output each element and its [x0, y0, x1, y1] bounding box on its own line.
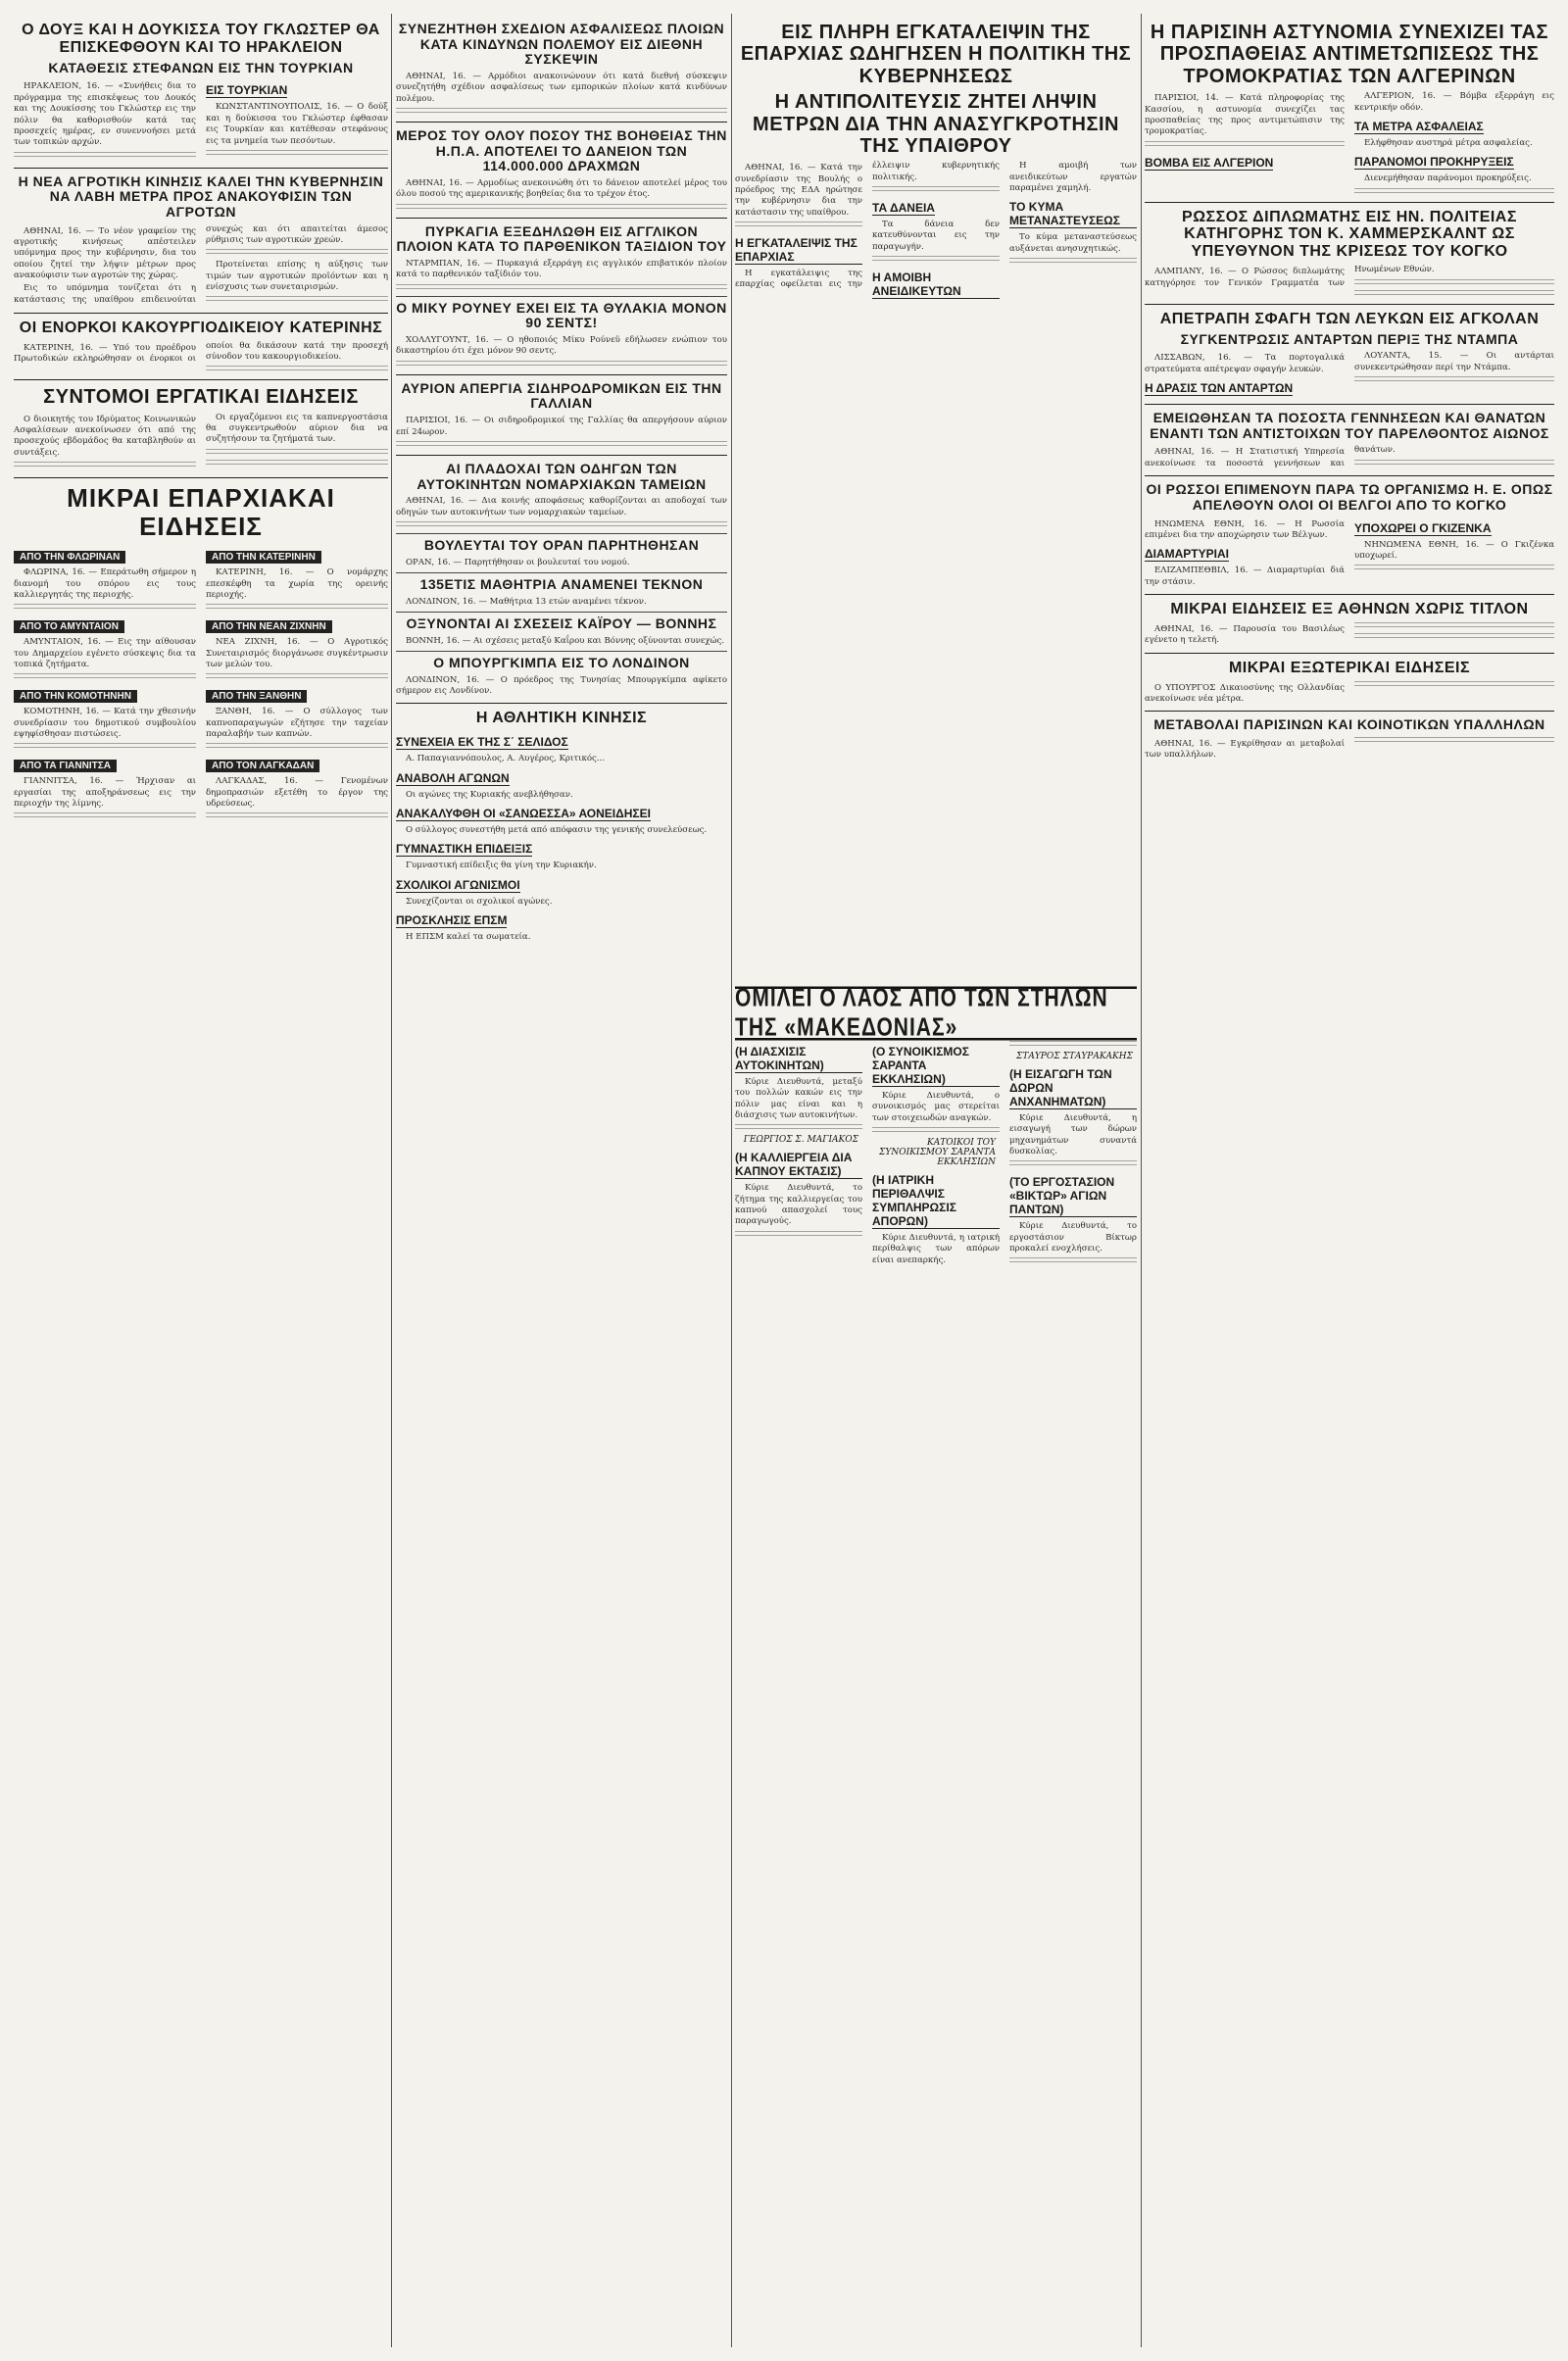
section-komotini: ΑΠΟ ΤΗΝ ΚΟΜΟΤΗΝΗΝ [14, 690, 137, 703]
headline-us-aid: ΜΕΡΟΣ ΤΟΥ ΟΛΟΥ ΠΟΣΟΥ ΤΗΣ ΒΟΗΘΕΙΑΣ ΤΗΝ Η.Π.Α. ΑΠΟΤΕΛΕΙ ΤΟ ΔΑΝΕΙΟΝ ΤΩΝ 114.000.000 ΔΡΑΧΜΩΝ [396, 127, 727, 174]
headline-gloucester: Ο ΔΟΥΞ ΚΑΙ Η ΔΟΥΚΙΣΣΑ ΤΟΥ ΓΚΛΩΣΤΕΡ ΘΑ ΕΠΙΣΚΕΦΘΟΥΝ ΚΑΙ ΤΟ ΗΡΑΚΛΕΙΟΝ [22, 22, 380, 56]
column-1 [14, 18, 388, 823]
article-un-belgians: ΗΝΩΜΕΝΑ ΕΘΝΗ, 16. — Η Ρωσσία επιμένει δια την αποχώρησιν των Βέλγων. ΔΙΑΜΑΡΤΥΡΙΑΙ ΕΛΙΖΑΜΠΕΘΒΙΛ, 16. — Διαμαρτυρίαι διά την στάσιν. ΥΠΟΧΩΡΕΙ Ο ΓΚΙΖΕΝΚΑ ΝΗΝΩΜΕΝΑ ΕΘΝΗ, 16. — Ο Γκιζένκα υποχωρεί. [1145, 518, 1554, 587]
headline-birth-rates: ΕΜΕΙΩΘΗΣΑΝ ΤΑ ΠΟΣΟΣΤΑ ΓΕΝΝΗΣΕΩΝ ΚΑΙ ΘΑΝΑΤΩΝ ΕΝΑΝΤΙ ΤΩΝ ΑΝΤΙΣΤΟΙΧΩΝ ΤΟΥ ΠΑΡΕΛΘΟΝΤΟΣ ΑΙΩΝΟΣ [1150, 409, 1549, 441]
letter-title-medical: (Η ΙΑΤΡΙΚΗ ΠΕΡΙΘΑΛΨΙΣ ΣΥΜΠΛΗΡΩΣΙΣ ΑΠΟΡΩΝ) [872, 1173, 1000, 1229]
article-birth-rates: ΑΘΗΝΑΙ, 16. — Η Στατιστική Υπηρεσία ανεκοίνωσε τα ποσοστά γεννήσεων και θανάτων. [1145, 445, 1554, 469]
headline-ship-insurance: ΣΥΝΕΖΗΤΗΘΗ ΣΧΕΔΙΟΝ ΑΣΦΑΛΙΣΕΩΣ ΠΛΟΙΩΝ ΚΑΤΑ ΚΙΝΔΥΝΩΝ ΠΟΛΕΜΟΥ ΕΙΣ ΔΙΕΘΝΗ ΣΥΣΚΕΨΙΝ [398, 21, 725, 68]
article-civil-servants: ΑΘΗΝΑΙ, 16. — Εγκρίθησαν αι μεταβολαί των υπαλλήλων. [1145, 737, 1554, 762]
subheadline-wreaths: ΚΑΤΑΘΕΣΙΣ ΣΤΕΦΑΝΩΝ ΕΙΣ ΤΗΝ ΤΟΥΡΚΙΑΝ [48, 59, 354, 75]
section-katerini: ΑΠΟ ΤΗΝ ΚΑΤΕΡΙΝΗΝ [206, 551, 321, 564]
letter-title-tobacco: (Η ΚΑΛΛΙΕΡΓΕΙΑ ΔΙΑ ΚΑΠΝΟΥ ΕΚΤΑΣΙΣ) [735, 1151, 862, 1179]
column-2: ΣΥΝΕΖΗΤΗΘΗ ΣΧΕΔΙΟΝ ΑΣΦΑΛΙΣΕΩΣ ΠΛΟΙΩΝ ΚΑΤΑ ΚΙΝΔΥΝΩΝ ΠΟΛΕΜΟΥ ΕΙΣ ΔΙΕΘΝΗ ΣΥΣΚΕΨΙΝ ΑΘΗΝΑΙ, 16. — Αρμόδιοι ανακοινώνουν ότι κατά διεθνή σύσκεψιν συνεζητήθη σχέδιον ασφαλίσεως των εμπορικών πλοίων κατά κινδύνων πολέμου. ΜΕΡΟΣ ΤΟΥ ΟΛΟΥ ΠΟΣΟΥ ΤΗΣ ΒΟΗΘΕΙΑΣ ΤΗΝ Η.Π.Α. ΑΠΟΤΕΛΕΙ ΤΟ ΔΑΝΕΙΟΝ ΤΩΝ 114.000.000 ΔΡΑΧΜΩΝ ΑΘΗΝΑΙ, 16. — Αρμοδίως ανεκοινώθη ότι το δάνειον αποτελεί μέρος του όλου ποσού της αμερικανικής βοηθείας δια το τρέχον έτος. ΠΥΡΚΑΓΙΑ ΕΞΕΔΗΛΩΘΗ ΕΙΣ ΑΓΓΛΙΚΟΝ ΠΛΟΙΟΝ ΚΑΤΑ ΤΟ ΠΑΡΘΕΝΙΚΟΝ ΤΑΞΙΔΙΟΝ ΤΟΥ ΝΤΑΡΜΠΑΝ, 16. — Πυρκαγιά εξερράγη εις αγγλικόν επιβατικόν πλοίον κατά το παρθενικόν ταξίδιόν του. Ο ΜΙΚΥ ΡΟΥΝΕΥ ΕΧΕΙ ΕΙΣ ΤΑ ΘΥΛΑΚΙΑ ΜΟΝΟΝ 90 ΣΕΝΤΣ! ΧΟΛΛΥΓΟΥΝΤ, 16. — Ο ηθοποιός Μίκυ Ρούνεϋ εδήλωσεν ενώπιον του δικαστηρίου ότι έχει μόνον 90 σεντς. ΑΥΡΙΟΝ ΑΠΕΡΓΙΑ ΣΙΔΗΡΟΔΡΟΜΙΚΩΝ ΕΙΣ ΤΗΝ ΓΑΛΛΙΑΝ ΠΑΡΙΣΙΟΙ, 16. — Οι σιδηροδρομικοί της Γαλλίας θα απεργήσουν αύριον επί 24ωρον. ΑΙ ΠΛΑΔΟΧΑΙ ΤΩΝ ΟΔΗΓΩΝ ΤΩΝ ΑΥΤΟΚΙΝΗΤΩΝ ΝΟΜΑΡΧΙΑΚΩΝ ΤΑΜΕΙΩΝ ΑΘΗΝΑΙ, 16. — Δια κοινής αποφάσεως καθορίζονται αι αποδοχαί των οδηγών των αυτοκινήτων των νομαρχιακών ταμείων. ΒΟΥΛΕΥΤΑΙ ΤΟΥ ΟΡΑΝ ΠΑΡΗΤΗΘΗΣΑΝ ΟΡΑΝ, 16. — Παρητήθησαν οι βουλευταί του νομού. 135ΕΤΙΣ ΜΑΘΗΤΡΙΑ ΑΝΑΜΕΝΕΙ ΤΕΚΝΟΝ ΛΟΝΔΙΝΟΝ, 16. — Μαθήτρια 13 ετών αναμένει τέκνον. ΟΞΥΝΟΝΤΑΙ ΑΙ ΣΧΕΣΕΙΣ ΚΑΪΡΟΥ — ΒΟΝΝΗΣ ΒΟΝΝΗ, 16. — Αι σχέσεις μεταξύ Καΐρου και Βόννης οξύνονται συνεχώς. Ο ΜΠΟΥΡΓΚΙΜΠΑ ΕΙΣ ΤΟ ΛΟΝΔΙΝΟΝ ΛΟΝΔΙΝΟΝ, 16. — Ο πρόεδρος της Τυνησίας Μπουργκίμπα αφίκετο σήμερον εις Λονδίνον. Η ΑΘΛΗΤΙΚΗ ΚΙΝΗΣΙΣ ΣΥΝΕΧΕΙΑ ΕΚ ΤΗΣ Σ΄ ΣΕΛΙΔΟΣ Α. Παπαγιαννόπουλος, Α. Αυγέρος, Κριτικός... ΑΝΑΒΟΛΗ ΑΓΩΝΩΝ Οι αγώνες της Κυριακής ανεβλήθησαν. ΑΝΑΚΑΛΥΦΘΗ ΟΙ «ΣΑΝΩΕΣΣΑ» ΑΟΝΕΙΔΗΣΕΙ Ο σύλλογος συνεστήθη μετά από απόφασιν της γενικής συνελεύσεως. ΓΥΜΝΑΣΤΙΚΗ ΕΠΙΔΕΙΞΙΣ Γυμναστική επίδειξις θα γίνη την Κυριακήν. ΣΧΟΛΙΚΟΙ ΑΓΩΝΙΣΜΟΙ Συνεχίζονται οι σχολικοί αγώνες. ΠΡΟΣΚΛΗΣΙΣ ΕΠΣΜ Η ΕΠΣΜ καλεί τα σωματεία. [396, 21, 727, 942]
sports-postponement: ΑΝΑΒΟΛΗ ΑΓΩΝΩΝ [396, 770, 510, 785]
article-soviet: ΑΛΜΠΑΝΥ, 16. — Ο Ρώσσος διπλωμάτης κατηγόρησε τον Γενικόν Γραμματέα των Ηνωμένων Εθνών. [1145, 265, 1554, 297]
sports-sanoessa: ΑΝΑΚΑΛΥΦΘΗ ΟΙ «ΣΑΝΩΕΣΣΑ» ΑΟΝΕΙΔΗΣΕΙ [396, 806, 651, 820]
section-amyntaio: ΑΠΟ ΤΟ ΑΜΥΝΤΑΙΟΝ [14, 620, 124, 633]
article-athens-briefs: ΑΘΗΝΑΙ, 16. — Παρουσία του Βασιλέως εγένετο η τελετή. [1145, 622, 1554, 647]
article-labor-news: Ο διοικητής του Ιδρύματος Κοινωνικών Ασφαλίσεων ανεκοίνωσεν ότι από της προσεχούς εβδομάδος θα καταβληθούν αι συντάξεις. Οι εργαζόμενοι εις τα καπνεργοστάσια θα συγκεντρωθούν αύριον δια να συζητήσουν τα ζητήματά των. [14, 413, 388, 471]
sub-province: Η ΕΓΚΑΤΑΛΕΙΨΙΣ ΤΗΣ ΕΠΑΡΧΙΑΣ [735, 236, 862, 265]
headline-jurors: ΟΙ ΕΝΟΡΚΟΙ ΚΑΚΟΥΡΓΙΟΔΙΚΕΙΟΥ ΚΑΤΕΡΙΝΗΣ [19, 319, 383, 336]
letter-signature: ΣΤΑΥΡΟΣ ΣΤΑΥΡΑΚΑΚΗΣ [1016, 1052, 1133, 1061]
sub-algiers-bomb: ΒΟΜΒΑ ΕΙΣ ΑΛΓΕΡΙΟΝ [1145, 155, 1274, 170]
section-nea-zichni: ΑΠΟ ΤΗΝ ΝΕΑΝ ΖΙΧΝΗΝ [206, 620, 332, 633]
section-florina: ΑΠΟ ΤΗΝ ΦΛΩΡΙΝΑΝ [14, 551, 125, 564]
headline-angola: ΑΠΕΤΡΑΠΗ ΣΦΑΓΗ ΤΩΝ ΛΕΥΚΩΝ ΕΙΣ ΑΓΚΟΛΑΝ [1159, 310, 1540, 327]
sub-protests: ΔΙΑΜΑΡΤΥΡΙΑΙ [1145, 547, 1229, 562]
sports-school: ΣΧΟΛΙΚΟΙ ΑΓΩΝΙΣΜΟΙ [396, 877, 520, 892]
article-foreign-briefs: Ο ΥΠΟΥΡΓΟΣ Δικαιοσύνης της Ολλανδίας ανεκοίνωσε νέα μέτρα. [1145, 681, 1554, 706]
headline-mickey-rooney: Ο ΜΙΚΥ ΡΟΥΝΕΥ ΕΧΕΙ ΕΙΣ ΤΑ ΘΥΛΑΚΙΑ ΜΟΝΟΝ 90 ΣΕΝΤΣ! [396, 299, 727, 331]
sub-emigration: ΤΟ ΚΥΜΑ ΜΕΤΑΝΑΣΤΕΥΣΕΩΣ [1009, 200, 1137, 228]
headline-paris-police: Η ΠΑΡΙΣΙΝΗ ΑΣΤΥΝΟΜΙΑ ΣΥΝΕΧΙΖΕΙ ΤΑΣ ΠΡΟΣΠΑΘΕΙΑΣ ΑΝΤΙΜΕΤΩΠΙΣΕΩΣ ΤΗΣ ΤΡΟΜΟΚΡΑΤΙΑΣ ΤΩΝ ΑΛΓΕΡΙΝΩΝ [1150, 22, 1549, 87]
sub-rebels: Η ΔΡΑΣΙΣ ΤΩΝ ΑΝΤΑΡΤΩΝ [1145, 380, 1294, 395]
headline-oran-deputies: ΒΟΥΛΕΥΤΑΙ ΤΟΥ ΟΡΑΝ ΠΑΡΗΤΗΘΗΣΑΝ [423, 536, 700, 553]
letter-title-settlement: (Ο ΣΥΝΟΙΚΙΣΜΟΣ ΣΑΡΑΝΤΑ ΕΚΚΛΗΣΙΩΝ) [872, 1045, 1000, 1087]
headline-damba: ΣΥΓΚΕΝΤΡΩΣΙΣ ΑΝΤΑΡΤΩΝ ΠΕΡΙΞ ΤΗΣ ΝΤΑΜΠΑ [1180, 330, 1519, 347]
provincial-news: ΑΠΟ ΤΗΝ ΦΛΩΡΙΝΑΝ ΦΛΩΡΙΝΑ, 16. — Επεράτωθη σήμερον η διανομή του σπόρου εις τους καλλιεργητάς της περιοχής. ΑΠΟ ΤΟ ΑΜΥΝΤΑΙΟΝ ΑΜΥΝΤΑΙΟΝ, 16. — Εις την αίθουσαν του Δημαρχείου εγένετο σύσκεψις δια τα τοπικά ζητήματα. ΑΠΟ ΤΗΝ ΚΟΜΟΤΗΝΗΝ ΚΟΜΟΤΗΝΗ, 16. — Κατά την χθεσινήν συνεδρίασιν του δημοτικού συμβουλίου εψηφίσθησαν πιστώσεις. ΑΠΟ ΤΑ ΓΙΑΝΝΙΤΣΑ ΓΙΑΝΝΙΤΣΑ, 16. — Ήρχισαν αι εργασίαι της αποξηράνσεως εις την περιοχήν της λίμνης. ΑΠΟ ΤΗΝ ΚΑΤΕΡΙΝΗΝ ΚΑΤΕΡΙΝΗ, 16. — Ο νομάρχης επεσκέφθη τα χωρία της ορεινής περιοχής. ΑΠΟ ΤΗΝ ΝΕΑΝ ΖΙΧΝΗΝ ΝΕΑ ΖΙΧΝΗ, 16. — Ο Αγροτικός Συνεταιρισμός διοργάνωσε συγκέντρωσιν των μελών του. ΑΠΟ ΤΗΝ ΞΑΝΘΗΝ ΞΑΝΘΗ, 16. — Ο σύλλογος των καπνοπαραγωγών εζήτησε την ταχείαν παραλαβήν των καπνών. ΑΠΟ ΤΟΝ ΛΑΓΚΑΔΑΝ ΛΑΓΚΑΔΑΣ, 16. — Γενομένων δημοπρασιών εξετέθη το έργον της υδρεύσεως. [14, 545, 388, 823]
headline-ship-fire: ΠΥΡΚΑΓΙΑ ΕΞΕΔΗΛΩΘΗ ΕΙΣ ΑΓΓΛΙΚΟΝ ΠΛΟΙΟΝ ΚΑΤΑ ΤΟ ΠΑΡΘΕΝΙΚΟΝ ΤΑΞΙΔΙΟΝ ΤΟΥ [396, 222, 727, 255]
article-paris: ΠΑΡΙΣΙΟΙ, 14. — Κατά πληροφορίας της Κασσίου, η αστυνομία συνεχίζει τας προσπαθείας της προς αντιμετώπισιν της τρομοκρατίας. ΒΟΜΒΑ ΕΙΣ ΑΛΓΕΡΙΟΝ ΑΛΓΕΡΙΟΝ, 16. — Βόμβα εξερράγη εις κεντρικήν οδόν. ΤΑ ΜΕΤΡΑ ΑΣΦΑΛΕΙΑΣ Ελήφθησαν αυστηρά μέτρα ασφαλείας. ΠΑΡΑΝΟΜΟΙ ΠΡΟΚΗΡΥΞΕΙΣ Διενεμήθησαν παράνομοι προκηρύξεις. [1145, 91, 1554, 195]
column-divider [391, 14, 392, 2347]
column-divider [731, 14, 732, 2347]
column-divider [1141, 14, 1142, 2347]
article-gloucester: ΗΡΑΚΛΕΙΟΝ, 16. — «Συνήθεις δια το πρόγραμμα της επισκέψεως του Δουκός και της Δουκίσσης του Γκλώστερ εις την πόλιν θα καθορισθούν κατά τας προσεχείς ημέρας, εν συνεννοήσει μετά των τοπικών αρχών. ΕΙΣ ΤΟΥΡΚΙΑΝ ΚΩΝΣΤΑΝΤΙΝΟΥΠΟΛΙΣ, 16. — Ο δούξ και η δούκισσα του Γκλώστερ έφθασαν εις Τουρκίαν και κατέθεσαν στεφάνους εις τα μνημεία των πεσόντων. [14, 79, 388, 161]
letter-title-cars: (Η ΔΙΑΣΧΙΣΙΣ ΑΥΤΟΚΙΝΗΤΩΝ) [735, 1045, 862, 1073]
headline-student: 135ΕΤΙΣ ΜΑΘΗΤΡΙΑ ΑΝΑΜΕΝΕΙ ΤΕΚΝΟΝ [419, 575, 704, 592]
makedonia-banner: ΟΜΙΛΕΙ Ο ΛΑΟΣ ΑΠΟ ΤΩΝ ΣΤΗΛΩΝ ΤΗΣ «ΜΑΚΕΔΟΝΙΑΣ» [735, 987, 1137, 1041]
headline-sports: Η ΑΘΛΗΤΙΚΗ ΚΙΝΗΣΙΣ [475, 710, 648, 727]
letter-title-factory: (ΤΟ ΕΡΓΟΣΤΑΣΙΟΝ «ΒΙΚΤΩΡ» ΑΓΙΩΝ ΠΑΝΤΩΝ) [1009, 1175, 1137, 1217]
section-lagkadas: ΑΠΟ ΤΟΝ ΛΑΓΚΑΔΑΝ [206, 760, 319, 772]
sub-loans: ΤΑ ΔΑΝΕΙΑ [872, 201, 935, 216]
column-3 [735, 18, 1137, 301]
article-jurors: ΚΑΤΕΡΙΝΗ, 16. — Υπό του προέδρου Πρωτοδικών εκληρώθησαν οι ένορκοι οι οποίοι θα δικάσουν κατά την προσεχή σύνοδον του κακουργιοδικείου. [14, 341, 388, 374]
section-giannitsa: ΑΠΟ ΤΑ ΓΙΑΝΝΙΤΣΑ [14, 760, 117, 772]
headline-rail-strike: ΑΥΡΙΟΝ ΑΠΕΡΓΙΑ ΣΙΔΗΡΟΔΡΟΜΙΚΩΝ ΕΙΣ ΤΗΝ ΓΑΛΛΙΑΝ [401, 379, 722, 412]
headline-agrarian: Η ΝΕΑ ΑΓΡΟΤΙΚΗ ΚΙΝΗΣΙΣ ΚΑΛΕΙ ΤΗΝ ΚΥΒΕΡΝΗΣΙΝ ΝΑ ΛΑΒΗ ΜΕΤΡΑ ΠΡΟΣ ΑΝΑΚΟΥΦΙΣΙΝ ΤΩΝ ΑΓΡΟΤΩΝ [18, 172, 384, 221]
article-agrarian: ΑΘΗΝΑΙ, 16. — Το νέον γραφείον της αγροτικής κινήσεως απέστειλεν υπόμνημα προς την κυβέρνησιν, δια του οποίου ζητεί την λήψιν μέτρων προς ανακούφισιν των αγροτών της χώρας. Εις το υπόμνημα τονίζεται ότι η κατάστασις της υπαίθρου επιδεινούται συνεχώς και ότι απαιτείται άμεσος ρύθμισις των αγροτικών χρεών. Προτείνεται επίσης η αύξησις των τιμών των αγροτικών προϊόντων και η ενίσχυσις των συνεταιρισμών. [14, 223, 388, 305]
sports-sections: ΣΥΝΕΧΕΙΑ ΕΚ ΤΗΣ Σ΄ ΣΕΛΙΔΟΣ Α. Παπαγιαννόπουλος, Α. Αυγέρος, Κριτικός... ΑΝΑΒΟΛΗ ΑΓΩΝΩΝ Οι αγώνες της Κυριακής ανεβλήθησαν. ΑΝΑΚΑΛΥΦΘΗ ΟΙ «ΣΑΝΩΕΣΣΑ» ΑΟΝΕΙΔΗΣΕΙ Ο σύλλογος συνεστήθη μετά από απόφασιν της γενικής συνελεύσεως. ΓΥΜΝΑΣΤΙΚΗ ΕΠΙΔΕΙΞΙΣ Γυμναστική επίδειξις θα γίνη την Κυριακήν. ΣΧΟΛΙΚΟΙ ΑΓΩΝΙΣΜΟΙ Συνεχίζονται οι σχολικοί αγώνες. ΠΡΟΣΚΛΗΣΙΣ ΕΠΣΜ Η ΕΠΣΜ καλεί τα σωματεία. [396, 735, 708, 942]
letter-signature: ΓΕΩΡΓΙΟΣ Σ. ΜΑΓΙΑΚΟΣ [743, 1135, 858, 1146]
headline-opposition-measures: Η ΑΝΤΙΠΟΛΙΤΕΥΣΙΣ ΖΗΤΕΙ ΛΗΨΙΝ ΜΕΤΡΩΝ ΔΙΑ ΤΗΝ ΑΝΑΣΥΓΚΡΟΤΗΣΙΝ ΤΗΣ ΥΠΑΙΘΡΟΥ [753, 91, 1119, 157]
headline-cairo-bonn: ΟΞΥΝΟΝΤΑΙ ΑΙ ΣΧΕΣΕΙΣ ΚΑΪΡΟΥ — ΒΟΝΝΗΣ [406, 615, 717, 631]
sub-gizenga: ΥΠΟΧΩΡΕΙ Ο ΓΚΙΖΕΝΚΑ [1354, 520, 1492, 535]
sub-leaflets: ΠΑΡΑΝΟΜΟΙ ΠΡΟΚΗΡΥΞΕΙΣ [1354, 155, 1514, 170]
headline-drivers-claims: ΑΙ ΠΛΑΔΟΧΑΙ ΤΩΝ ΟΔΗΓΩΝ ΤΩΝ ΑΥΤΟΚΙΝΗΤΩΝ ΝΟΜΑΡΧΙΑΚΩΝ ΤΑΜΕΙΩΝ [416, 460, 707, 492]
headline-province-abandoned: ΕΙΣ ΠΛΗΡΗ ΕΓΚΑΤΑΛΕΙΨΙΝ ΤΗΣ ΕΠΑΡΧΙΑΣ ΩΔΗΓΗΣΕΝ Η ΠΟΛΙΤΙΚΗ ΤΗΣ ΚΥΒΕΡΝΗΣΕΩΣ [740, 22, 1132, 87]
headline-bourguiba: Ο ΜΠΟΥΡΓΚΙΜΠΑ ΕΙΣ ΤΟ ΛΟΝΔΙΝΟΝ [433, 654, 690, 670]
letter-signature: ΚΑΤΟΙΚΟΙ ΤΟΥ ΣΥΝΟΙΚΙΣΜΟΥ ΣΑΡΑΝΤΑ ΕΚΚΛΗΣΙΩΝ [879, 1138, 996, 1168]
sub-security: ΤΑ ΜΕΤΡΑ ΑΣΦΑΛΕΙΑΣ [1354, 119, 1484, 133]
letters-section: (Η ΔΙΑΣΧΙΣΙΣ ΑΥΤΟΚΙΝΗΤΩΝ) Κύριε Διευθυντά, μεταξύ του πολλών κακών εις την πόλιν μας είναι και η διάσχισις των αυτοκινήτων. ΓΕΩΡΓΙΟΣ Σ. ΜΑΓΙΑΚΟΣ (Η ΚΑΛΛΙΕΡΓΕΙΑ ΔΙΑ ΚΑΠΝΟΥ ΕΚΤΑΣΙΣ) Κύριε Διευθυντά, το ζήτημα της καλλιεργείας του καπνού απασχολεί τους παραγωγούς. (Ο ΣΥΝΟΙΚΙΣΜΟΣ ΣΑΡΑΝΤΑ ΕΚΚΛΗΣΙΩΝ) Κύριε Διευθυντά, ο συνοικισμός μας στερείται των στοιχειωδών αναγκών. ΚΑΤΟΙΚΟΙ ΤΟΥ ΣΥΝΟΙΚΙΣΜΟΥ ΣΑΡΑΝΤΑ ΕΚΚΛΗΣΙΩΝ (Η ΙΑΤΡΙΚΗ ΠΕΡΙΘΑΛΨΙΣ ΣΥΜΠΛΗΡΩΣΙΣ ΑΠΟΡΩΝ) Κύριε Διευθυντά, η ιατρική περίθαλψις των απόρων είναι ανεπαρκής. ΣΤΑΥΡΟΣ ΣΤΑΥΡΑΚΑΚΗΣ (Η ΕΙΣΑΓΩΓΗ ΤΩΝ ΔΩΡΩΝ ΑΝΧΑΝΗΜΑΤΩΝ) Κύριε Διευθυντά, η εισαγωγή των δώρων μηχανημάτων συναντά δυσκολίας. (ΤΟ ΕΡΓΟΣΤΑΣΙΟΝ «ΒΙΚΤΩΡ» ΑΓΙΩΝ ΠΑΝΤΩΝ) Κύριε Διευθυντά, το εργοστάσιον Βίκτωρ προκαλεί ενοχλήσεις. [735, 1041, 1137, 1266]
column-4 [1145, 18, 1554, 762]
headline-provincial-news: ΜΙΚΡΑΙ ΕΠΑΡΧΙΑΚΑΙ ΕΙΔΗΣΕΙΣ [67, 482, 335, 542]
article-province: ΑΘΗΝΑΙ, 16. — Κατά την συνεδρίασιν της Βουλής ο πρόεδρος της ΕΔΑ ηρώτησε την κυβέρνησιν δια την κατάστασιν της υπαίθρου. Η ΕΓΚΑΤΑΛΕΙΨΙΣ ΤΗΣ ΕΠΑΡΧΙΑΣ Η εγκατάλειψις της επαρχίας οφείλεται εις την έλλειψιν κυβερνητικής πολιτικής. ΤΑ ΔΑΝΕΙΑ Τα δάνεια δεν κατευθύνονται εις την παραγωγήν. Η ΑΜΟΙΒΗ ΑΝΕΙΔΙΚΕΥΤΩΝ Η αμοιβή των ανειδικεύτων εργατών παραμένει χαμηλή. ΤΟ ΚΥΜΑ ΜΕΤΑΝΑΣΤΕΥΣΕΩΣ Το κύμα μεταναστεύσεως αυξάνεται ανησυχητικώς. [735, 161, 1137, 299]
section-xanthi: ΑΠΟ ΤΗΝ ΞΑΝΘΗΝ [206, 690, 307, 703]
headline-soviet-diplomat: ΡΩΣΣΟΣ ΔΙΠΛΩΜΑΤΗΣ ΕΙΣ ΗΝ. ΠΟΛΙΤΕΙΑΣ ΚΑΤΗΓΟΡΗΣ ΤΟΝ Κ. ΧΑΜΜΕΡΣΚΑΛΝΤ ΩΣ ΥΠΕΥΘΥΝΟΝ ΤΗΣ ΚΡΙΣΕΩΣ ΤΟΥ ΚΟΓΚΟ [1182, 208, 1517, 261]
letter-title-gifts: (Η ΕΙΣΑΓΩΓΗ ΤΩΝ ΔΩΡΩΝ ΑΝΧΑΝΗΜΑΤΩΝ) [1009, 1067, 1137, 1109]
article-angola: ΛΙΣΣΑΒΩΝ, 16. — Τα πορτογαλικά στρατεύματα απέτρεψαν σφαγήν λευκών. Η ΔΡΑΣΙΣ ΤΩΝ ΑΝΤΑΡΤΩΝ ΛΟΥΑΝΤΑ, 15. — Οι αντάρται συνεκεντρώθησαν περί την Ντάμπα. [1145, 351, 1554, 395]
headline-un-belgians: ΟΙ ΡΩΣΣΟΙ ΕΠΙΜΕΝΟΥΝ ΠΑΡΑ ΤΩ ΟΡΓΑΝΙΣΜΩ Η. Ε. ΟΠΩΣ ΑΠΕΛΘΟΥΝ ΟΛΟΙ ΟΙ ΒΕΛΓΟΙ ΑΠΟ ΤΟ ΚΟΓΚΟ [1146, 481, 1553, 513]
headline-foreign-briefs: ΜΙΚΡΑΙ ΕΞΩΤΕΡΙΚΑΙ ΕΙΔΗΣΕΙΣ [1228, 659, 1471, 676]
sports-continuation: ΣΥΝΕΧΕΙΑ ΕΚ ΤΗΣ Σ΄ ΣΕΛΙΔΟΣ [396, 735, 568, 750]
headline-athens-briefs: ΜΙΚΡΑΙ ΕΙΔΗΣΕΙΣ ΕΞ ΑΘΗΝΩΝ ΧΩΡΙΣ ΤΙΤΛΟΝ [1170, 600, 1529, 617]
sports-invitation: ΠΡΟΣΚΛΗΣΙΣ ΕΠΣΜ [396, 912, 508, 927]
headline-labor-news: ΣΥΝΤΟΜΟΙ ΕΡΓΑΤΙΚΑΙ ΕΙΔΗΣΕΙΣ [43, 386, 359, 409]
sports-gymnastics: ΓΥΜΝΑΣΤΙΚΗ ΕΠΙΔΕΙΞΙΣ [396, 842, 533, 857]
headline-civil-servants: ΜΕΤΑΒΟΛΑΙ ΠΑΡΙΣΙΝΩΝ ΚΑΙ ΚΟΙΝΟΤΙΚΩΝ ΥΠΑΛΛΗΛΩΝ [1153, 716, 1545, 733]
sub-wages: Η ΑΜΟΙΒΗ ΑΝΕΙΔΙΚΕΥΤΩΝ [872, 271, 1000, 299]
sub-turkey: ΕΙΣ ΤΟΥΡΚΙΑΝ [206, 83, 288, 98]
